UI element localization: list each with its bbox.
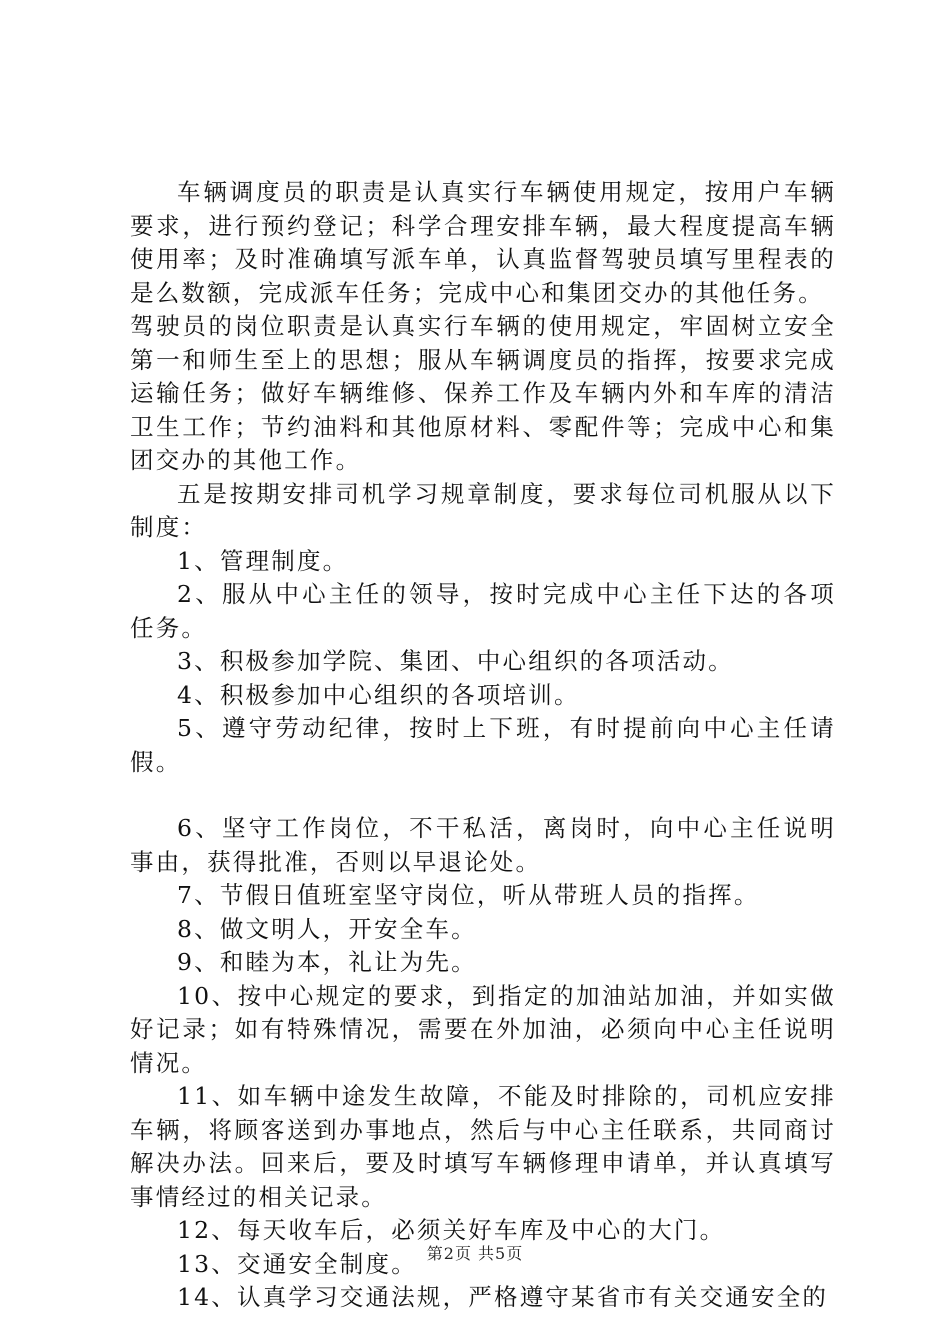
paragraph-study-rules: 五是按期安排司机学习规章制度，要求每位司机服从以下制度： bbox=[130, 479, 836, 541]
list-item-11: 11、如车辆中途发生故障，不能及时排除的，司机应安排车辆，将顾客送到办事地点，然后与中心主任联系，共同商讨解决办法。回来后，要及时填写车辆修理申请单，并认真填写事情经过的相关记录。 bbox=[130, 1082, 836, 1211]
list-item-3: 3、积极参加学院、集团、中心组织的各项活动。 bbox=[177, 647, 734, 675]
list-item-7: 7、节假日值班室坚守岗位，听从带班人员的指挥。 bbox=[177, 881, 760, 909]
list-item-5: 5、遵守劳动纪律，按时上下班，有时提前向中心主任请假。 bbox=[130, 714, 836, 776]
list-item-13: 13、交通安全制度。 bbox=[177, 1249, 417, 1278]
list-item-1: 1、管理制度。 bbox=[177, 546, 349, 575]
list-item-4: 4、积极参加中心组织的各项培训。 bbox=[177, 680, 580, 709]
document-body bbox=[130, 176, 836, 1315]
page-number-footer: 第2页 共5页 bbox=[426, 1244, 524, 1263]
paragraph-driver-duties: 驾驶员的岗位职责是认真实行车辆的使用规定，牢固树立安全第一和师生至上的思想；服从车辆调度员的指挥，按要求完成运输任务；做好车辆维修、保养工作及车辆内外和车库的清洁卫生工作；节约油料和其他原材料、零配件等；完成中心和集团交办的其他工作。 bbox=[130, 312, 836, 474]
list-item-12: 12、每天收车后，必须关好车库及中心的大门。 bbox=[177, 1216, 726, 1244]
list-item-14: 14、认真学习交通法规，严格遵守某省市有关交通安全的 bbox=[177, 1283, 829, 1311]
list-item-8: 8、做文明人，开安全车。 bbox=[177, 914, 477, 943]
list-item-2: 2、服从中心主任的领导，按时完成中心主任下达的各项任务。 bbox=[130, 580, 836, 642]
paragraph-dispatcher-duties: 车辆调度员的职责是认真实行车辆使用规定，按用户车辆要求，进行预约登记；科学合理安排车辆，最大程度提高车辆使用率；及时准确填写派车单，认真监督驾驶员填写里程表的是么数额，完成派车任务；完成中心和集团交办的其他任务。 bbox=[130, 178, 836, 307]
list-item-6: 6、坚守工作岗位，不干私活，离岗时，向中心主任说明事由，获得批准，否则以早退论处。 bbox=[130, 814, 836, 876]
list-item-9: 9、和睦为本，礼让为先。 bbox=[177, 948, 477, 976]
list-item-10: 10、按中心规定的要求，到指定的加油站加油，并如实做好记录；如有特殊情况，需要在外加油，必须向中心主任说明情况。 bbox=[130, 981, 836, 1077]
